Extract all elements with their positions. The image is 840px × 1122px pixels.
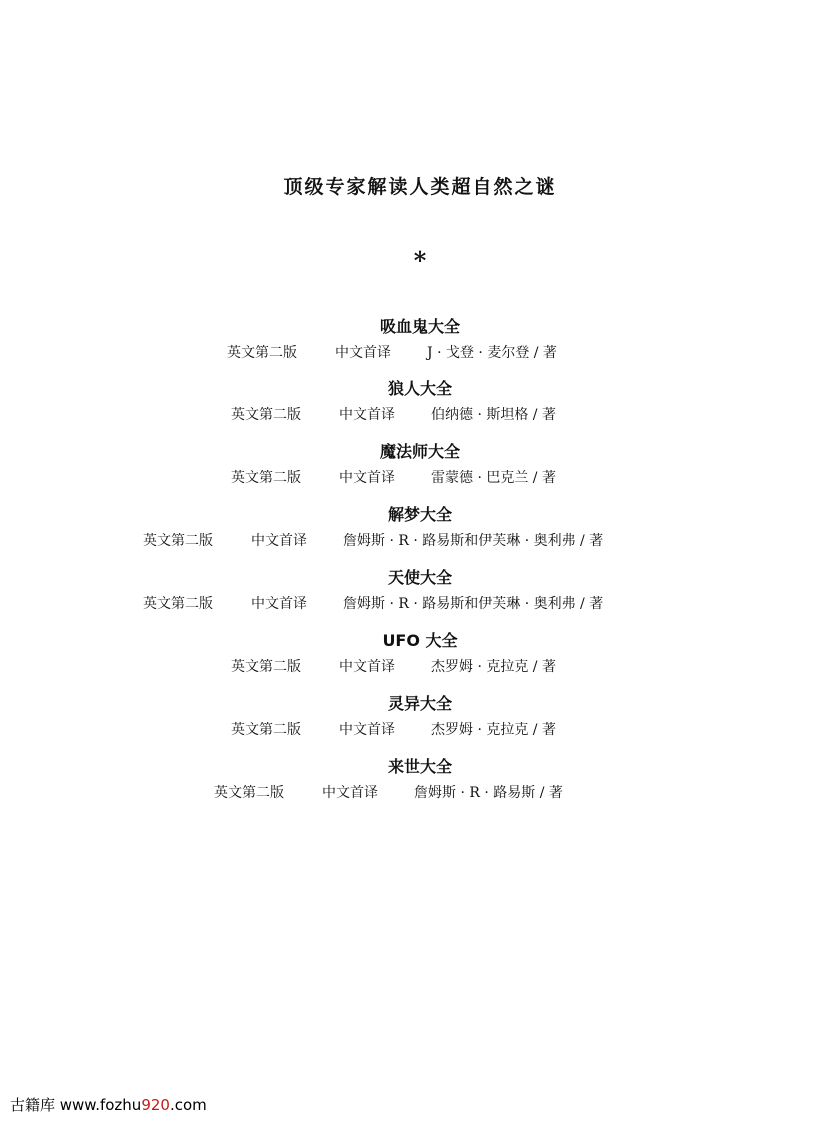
book-title: 解梦大全 bbox=[387, 505, 452, 524]
book-author: 詹姆斯 · R · 路易斯 / 著 bbox=[414, 785, 563, 801]
book-title: 灵异大全 bbox=[387, 694, 452, 713]
watermark-site: 古籍库 www.fozhu bbox=[10, 1096, 142, 1114]
book-edition: 英文第二版 bbox=[231, 659, 301, 675]
book-author: 詹姆斯 · R · 路易斯和伊芙琳 · 奥利弗 / 著 bbox=[343, 533, 604, 549]
book-info-line bbox=[231, 404, 556, 424]
book-author: 杰罗姆 · 克拉克 / 著 bbox=[431, 659, 556, 675]
book-author: 雷蒙德 · 巴克兰 / 著 bbox=[431, 470, 556, 486]
series-title: 顶级专家解读人类超自然之谜 bbox=[283, 176, 557, 198]
book-edition: 英文第二版 bbox=[231, 407, 301, 423]
book-info-line bbox=[227, 342, 557, 362]
book-title: 狼人大全 bbox=[387, 379, 452, 398]
book-edition: 英文第二版 bbox=[143, 533, 213, 549]
book-edition: 英文第二版 bbox=[231, 722, 301, 738]
book-title: 吸血鬼大全 bbox=[379, 317, 460, 336]
book-translation: 中文首译 bbox=[339, 470, 395, 486]
separator-asterisk: * bbox=[413, 246, 427, 275]
book-author: 杰罗姆 · 克拉克 / 著 bbox=[431, 722, 556, 738]
book-translation: 中文首译 bbox=[335, 345, 391, 361]
book-translation: 中文首译 bbox=[251, 533, 307, 549]
watermark-number: 920 bbox=[141, 1096, 170, 1114]
book-author: 伯纳德 · 斯坦格 / 著 bbox=[431, 407, 556, 423]
book-title: 魔法师大全 bbox=[379, 442, 460, 461]
watermark-footer bbox=[10, 1094, 207, 1115]
watermark-suffix: .com bbox=[169, 1096, 207, 1114]
book-translation: 中文首译 bbox=[322, 785, 378, 801]
book-info-line bbox=[231, 719, 556, 739]
book-translation: 中文首译 bbox=[339, 722, 395, 738]
book-translation: 中文首译 bbox=[251, 596, 307, 612]
book-translation: 中文首译 bbox=[339, 659, 395, 675]
book-info-line bbox=[214, 782, 563, 802]
book-author: 詹姆斯 · R · 路易斯和伊芙琳 · 奥利弗 / 著 bbox=[343, 596, 604, 612]
book-title: 天使大全 bbox=[387, 568, 452, 587]
book-info-line bbox=[143, 593, 603, 613]
book-translation: 中文首译 bbox=[339, 407, 395, 423]
book-info-line bbox=[143, 530, 603, 550]
book-edition: 英文第二版 bbox=[143, 596, 213, 612]
book-info-line bbox=[231, 467, 556, 487]
book-edition: 英文第二版 bbox=[227, 345, 297, 361]
book-edition: 英文第二版 bbox=[214, 785, 284, 801]
book-title: UFO 大全 bbox=[382, 631, 458, 650]
book-title: 来世大全 bbox=[387, 757, 452, 776]
book-author: J · 戈登 · 麦尔登 / 著 bbox=[427, 345, 557, 361]
book-edition: 英文第二版 bbox=[231, 470, 301, 486]
book-info-line bbox=[231, 656, 556, 676]
